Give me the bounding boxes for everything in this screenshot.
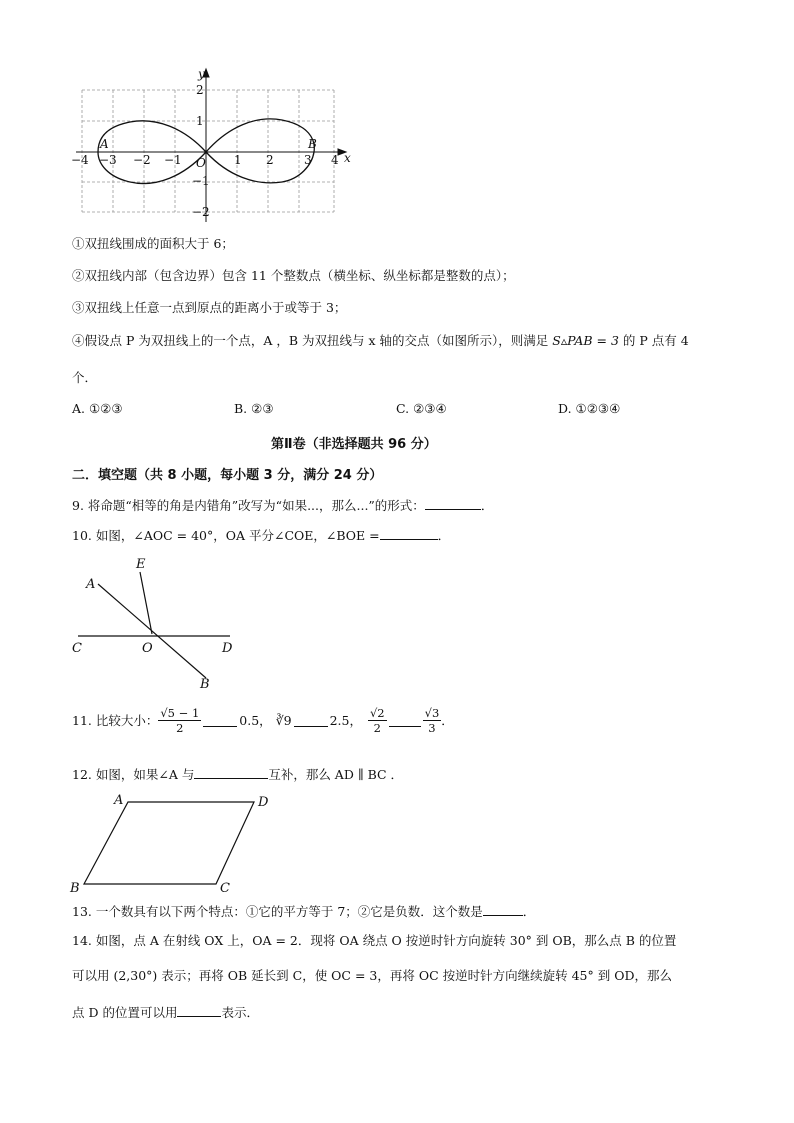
q8-option-b: B. ②③ bbox=[234, 401, 274, 416]
tick-y-neg1: −1 bbox=[192, 174, 210, 188]
q10-text: 10. 如图，∠AOC = 40°，OA 平分∠COE，∠BOE = bbox=[72, 528, 380, 543]
q8-statement-4 bbox=[72, 333, 689, 349]
tick-x-neg4: −4 bbox=[71, 153, 89, 167]
point-a-label: A bbox=[100, 137, 109, 151]
q12 bbox=[72, 766, 403, 783]
q10-end: ． bbox=[437, 528, 451, 543]
q14-line-3-a: 点 D 的位置可以用 bbox=[72, 1005, 178, 1020]
q8-statement-3: ③双扭线上任意一点到原点的距离小于或等于 3； bbox=[72, 300, 347, 315]
fraction-sqrt3-over-3: $\frac{√3}{3}$ bbox=[424, 706, 440, 735]
q14-line-3 bbox=[72, 1004, 259, 1021]
q9 bbox=[72, 497, 493, 514]
label-c: C bbox=[220, 881, 230, 894]
q14-line-3-b: 表示． bbox=[221, 1005, 259, 1020]
q11-blank-1[interactable] bbox=[203, 714, 237, 727]
parallelogram-figure bbox=[66, 790, 286, 894]
q14-answer-blank[interactable] bbox=[177, 1004, 221, 1017]
q9-text: 9. 将命题“相等的角是内错角”改写为“如果...，那么...”的形式： bbox=[72, 498, 425, 513]
label-a: A bbox=[86, 577, 96, 592]
q8-statement-1: ①双扭线围成的面积大于 6； bbox=[72, 236, 234, 251]
q14-line-2: 可以用 (2,30°) 表示；再将 OB 延长到 C，使 OC = 3，再将 OC 按逆时针方向继续旋转 45° 到 OD，那么 bbox=[72, 968, 672, 983]
tick-x-3: 3 bbox=[304, 153, 312, 167]
lemniscate-graph bbox=[68, 64, 368, 224]
q8-s4-math: S▵PAB = 3 bbox=[552, 333, 619, 348]
q11-v1: 0.5， bbox=[239, 712, 272, 728]
q8-option-d: D. ①②③④ bbox=[558, 401, 621, 416]
tick-x-4: 4 bbox=[331, 153, 339, 167]
q13-text: 13. 一个数具有以下两个特点：①它的平方等于 7；②它是负数．这个数是 bbox=[72, 904, 483, 919]
q11-blank-3[interactable] bbox=[389, 714, 421, 727]
q9-end: ． bbox=[480, 498, 494, 513]
q10 bbox=[72, 527, 450, 544]
q11-v2: 2.5， bbox=[329, 712, 362, 728]
part2-heading: 二．填空题（共 8 小题，每小题 3 分，满分 24 分） bbox=[72, 468, 383, 483]
q14-line-1: 14. 如图，点 A 在射线 OX 上，OA = 2．现将 OA 绕点 O 按逆时针方向旋转 30° 到 OB，那么点 B 的位置 bbox=[72, 933, 677, 948]
q11-blank-2[interactable] bbox=[294, 714, 328, 727]
tick-x-neg1: −1 bbox=[164, 153, 182, 167]
label-d: D bbox=[258, 795, 269, 810]
label-c: C bbox=[72, 641, 82, 656]
q11-cube-root: ∛9 bbox=[275, 712, 292, 728]
fraction-sqrt5-minus-1-over-2: $\frac{√5 - 1}{2}$ bbox=[160, 706, 200, 735]
section2-title: 第Ⅱ卷（非选择题共 96 分） bbox=[271, 437, 437, 452]
point-b-label: B bbox=[308, 137, 317, 151]
label-b: B bbox=[200, 677, 210, 692]
q12-text-a: 12. 如图，如果∠A 与 bbox=[72, 767, 195, 782]
axis-x-label: x bbox=[344, 151, 351, 165]
label-e: E bbox=[136, 557, 146, 572]
q13-answer-blank[interactable] bbox=[483, 903, 523, 916]
q8-statement-2: ②双扭线内部（包含边界）包含 11 个整数点（横坐标、纵坐标都是整数的点）； bbox=[72, 268, 515, 283]
q9-answer-blank[interactable] bbox=[425, 497, 481, 510]
q8-option-a: A. ①②③ bbox=[72, 401, 123, 416]
q10-answer-blank[interactable] bbox=[380, 527, 438, 540]
label-d: D bbox=[222, 641, 233, 656]
tick-x-neg2: −2 bbox=[133, 153, 151, 167]
fraction-sqrt2-over-2: $\frac{√2}{2}$ bbox=[369, 706, 385, 735]
q8-s4-text: ④假设点 P 为双扭线上的一个点，A ，B 为双扭线与 x 轴的交点（如图所示），则满足 bbox=[72, 333, 549, 348]
tick-x-2: 2 bbox=[266, 153, 274, 167]
origin-label: O bbox=[196, 156, 206, 170]
label-a: A bbox=[114, 793, 124, 808]
q11-prefix: 11. 比较大小： bbox=[72, 712, 159, 728]
tick-y-neg2: −2 bbox=[192, 205, 210, 219]
q8-option-c: C. ②③④ bbox=[396, 401, 447, 416]
q12-answer-blank[interactable] bbox=[194, 766, 268, 779]
q11-end: ． bbox=[441, 712, 454, 728]
q8-s4-tail: 的 P 点有 4 bbox=[622, 333, 689, 348]
q11 bbox=[72, 706, 454, 735]
q8-statement-4-cont: 个． bbox=[72, 370, 98, 385]
angle-figure bbox=[66, 552, 246, 692]
label-b: B bbox=[70, 881, 80, 894]
tick-y-2: 2 bbox=[196, 83, 204, 97]
label-o: O bbox=[142, 641, 153, 656]
tick-x-1: 1 bbox=[234, 153, 242, 167]
q12-text-b: 互补，那么 AD ∥ BC ． bbox=[268, 767, 404, 782]
axis-y-label: y bbox=[198, 67, 205, 81]
q13 bbox=[72, 903, 535, 920]
q13-end: ． bbox=[522, 904, 536, 919]
tick-y-1: 1 bbox=[196, 114, 204, 128]
tick-x-neg3: −3 bbox=[99, 153, 117, 167]
